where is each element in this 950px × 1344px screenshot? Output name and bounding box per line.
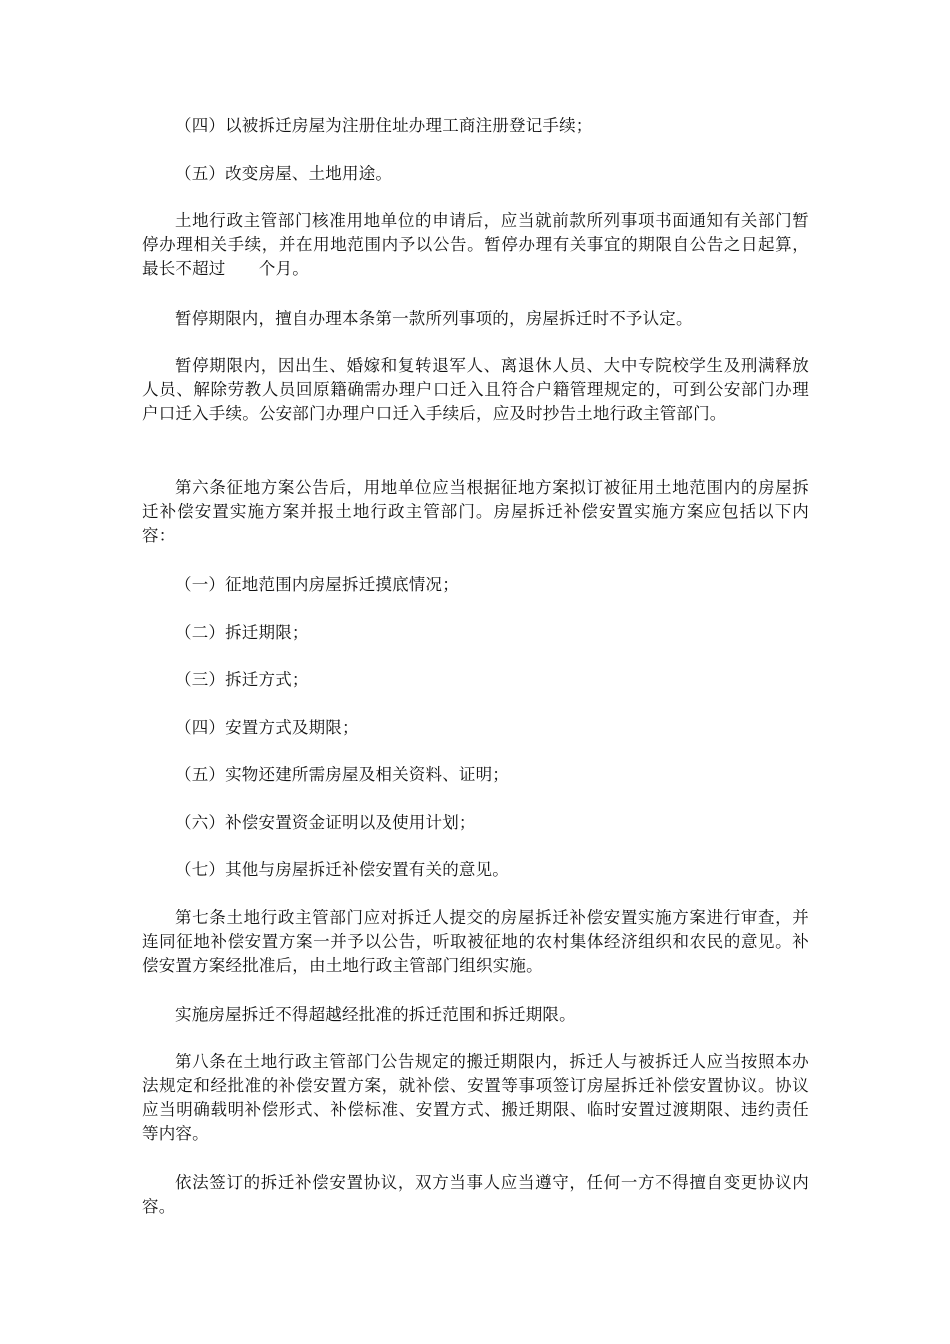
paragraph-article-7: 第七条土地行政主管部门应对拆迁人提交的房屋拆迁补偿安置实施方案进行审查，并连同征地补偿安置方案一并予以公告，听取被征地的农村集体经济组织和农民的意见。补偿安置方案经批准后，由土地行政主管部门组织实施。 <box>142 908 809 975</box>
paragraph-item-4-resettlement: （四）安置方式及期限； <box>175 718 359 737</box>
paragraph-item-1-survey: （一）征地范围内房屋拆迁摸底情况； <box>175 575 459 594</box>
paragraph-item-2-period: （二）拆迁期限； <box>175 623 309 642</box>
paragraph-item-4-business-registration: （四）以被拆迁房屋为注册住址办理工商注册登记手续； <box>175 116 593 135</box>
paragraph-scope-limit: 实施房屋拆迁不得超越经批准的拆迁范围和拆迁期限。 <box>175 1005 576 1024</box>
paragraph-suspension-notice: 土地行政主管部门核准用地单位的申请后，应当就前款所列事项书面通知有关部门暂停办理相关手续，并在用地范围内予以公告。暂停办理有关事宜的期限自公告之日起算，最长不超过 个月。 <box>142 211 809 278</box>
paragraph-suspension-unauthorized: 暂停期限内，擅自办理本条第一款所列事项的，房屋拆迁时不予认定。 <box>175 309 693 328</box>
paragraph-article-8: 第八条在土地行政主管部门公告规定的搬迁期限内，拆迁人与被拆迁人应当按照本办法规定和经批准的补偿安置方案，就补偿、安置等事项签订房屋拆迁补偿安置协议。协议应当明确载明补偿形式、补偿标准、安置方式、搬迁期限、临时安置过渡期限、违约责任等内容。 <box>142 1052 809 1143</box>
paragraph-agreement-binding: 依法签订的拆迁补偿安置协议，双方当事人应当遵守，任何一方不得擅自变更协议内容。 <box>142 1173 809 1216</box>
paragraph-item-5-change-use: （五）改变房屋、土地用途。 <box>175 164 393 183</box>
paragraph-item-7-other: （七）其他与房屋拆迁补偿安置有关的意见。 <box>175 860 509 879</box>
paragraph-household-registration: 暂停期限内，因出生、婚嫁和复转退军人、离退休人员、大中专院校学生及刑满释放人员、解除劳教人员回原籍确需办理户口迁入且符合户籍管理规定的，可到公安部门办理户口迁入手续。公安部门办理户口迁入手续后，应及时抄告土地行政主管部门。 <box>142 356 809 423</box>
paragraph-article-6: 第六条征地方案公告后，用地单位应当根据征地方案拟订被征用土地范围内的房屋拆迁补偿安置实施方案并报土地行政主管部门。房屋拆迁补偿安置实施方案应包括以下内容： <box>142 478 809 545</box>
paragraph-item-6-funds: （六）补偿安置资金证明以及使用计划； <box>175 813 476 832</box>
paragraph-item-5-housing: （五）实物还建所需房屋及相关资料、证明； <box>175 765 509 784</box>
paragraph-item-3-method: （三）拆迁方式； <box>175 670 309 689</box>
